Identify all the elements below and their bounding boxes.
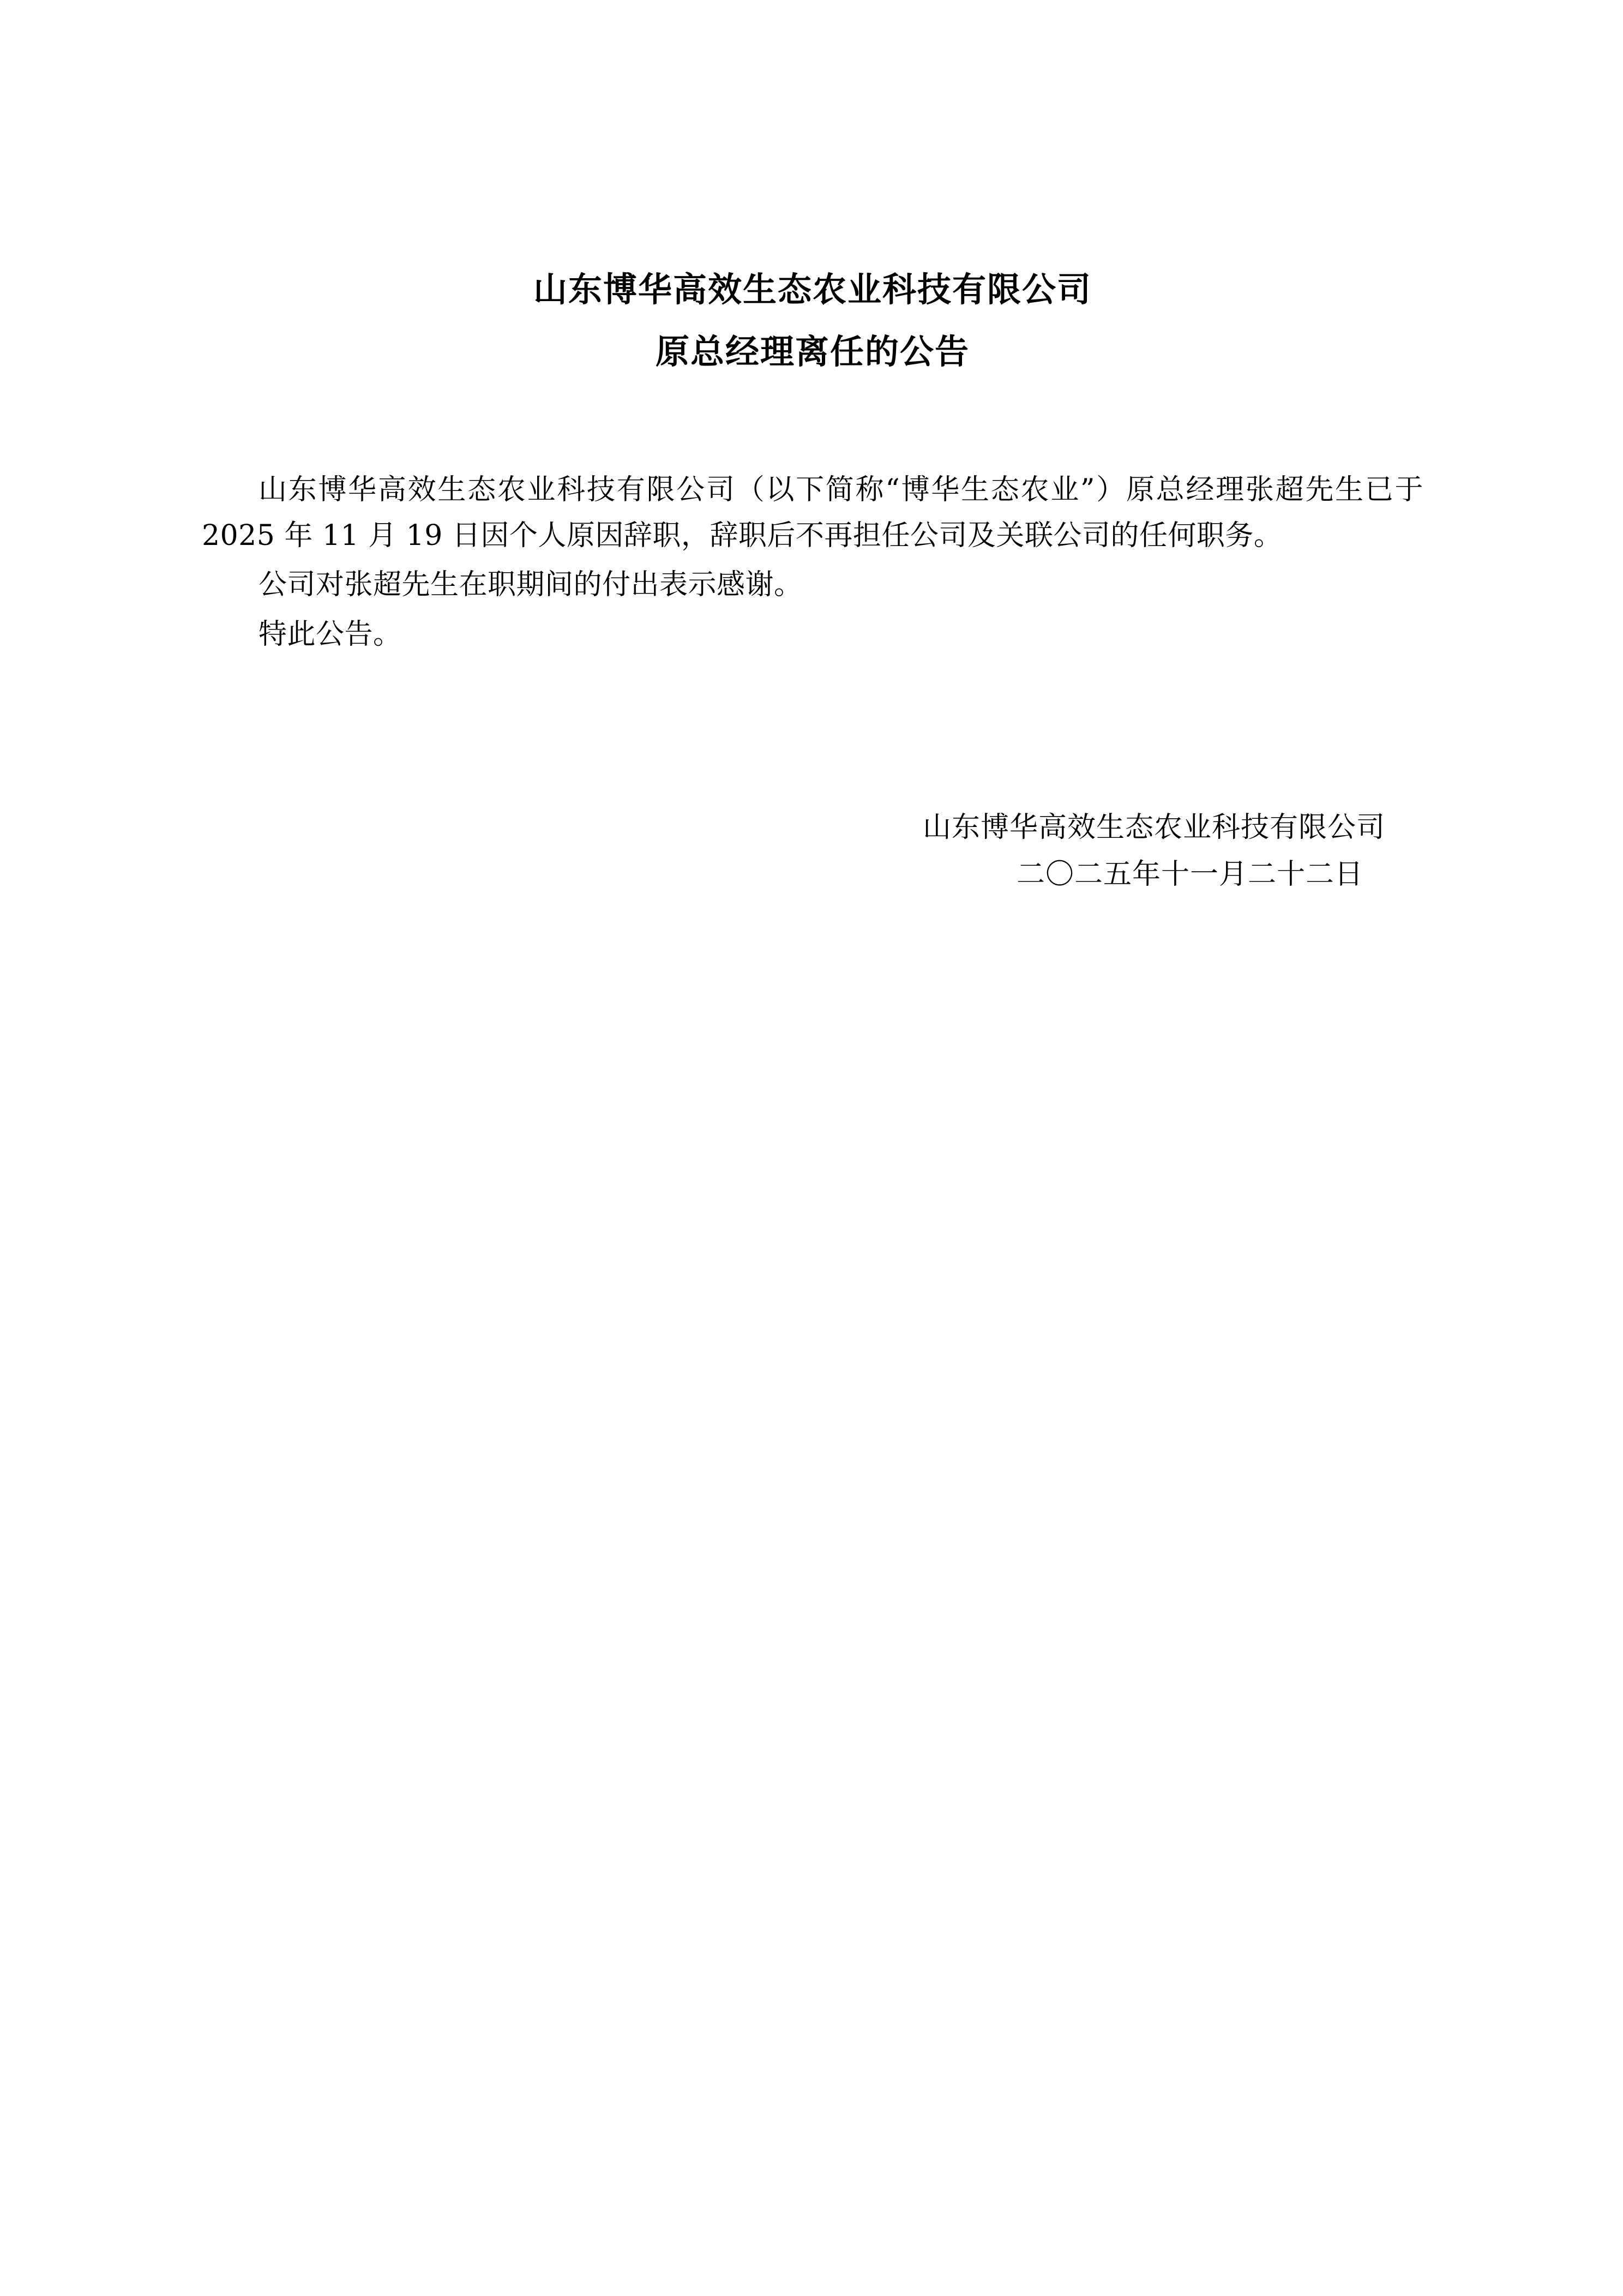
signature-block (202, 805, 1423, 898)
signature-company: 山东博华高效生态农业科技有限公司 (922, 811, 1385, 844)
body-paragraph-1: 山东博华高效生态农业科技有限公司（以下简称“博华生态农业”）原总经理张超先生已于 2025 年 11 月 19 日因个人原因辞职，辞职后不再担任公司及关联公司的任何职务。 (202, 473, 1423, 553)
signature-date: 二〇二五年十一月二十二日 (1016, 858, 1363, 891)
page-title-line-1: 山东博华高效生态农业科技有限公司 (533, 269, 1092, 309)
body-paragraph-2: 公司对张超先生在职期间的付出表示感谢。 (259, 568, 803, 602)
body-paragraph-3: 特此公告。 (259, 618, 402, 651)
page-title (202, 269, 1423, 371)
document-body (202, 467, 1423, 657)
document-content (202, 269, 1423, 898)
page-title-line-2: 原总经理离任的公告 (655, 332, 970, 371)
